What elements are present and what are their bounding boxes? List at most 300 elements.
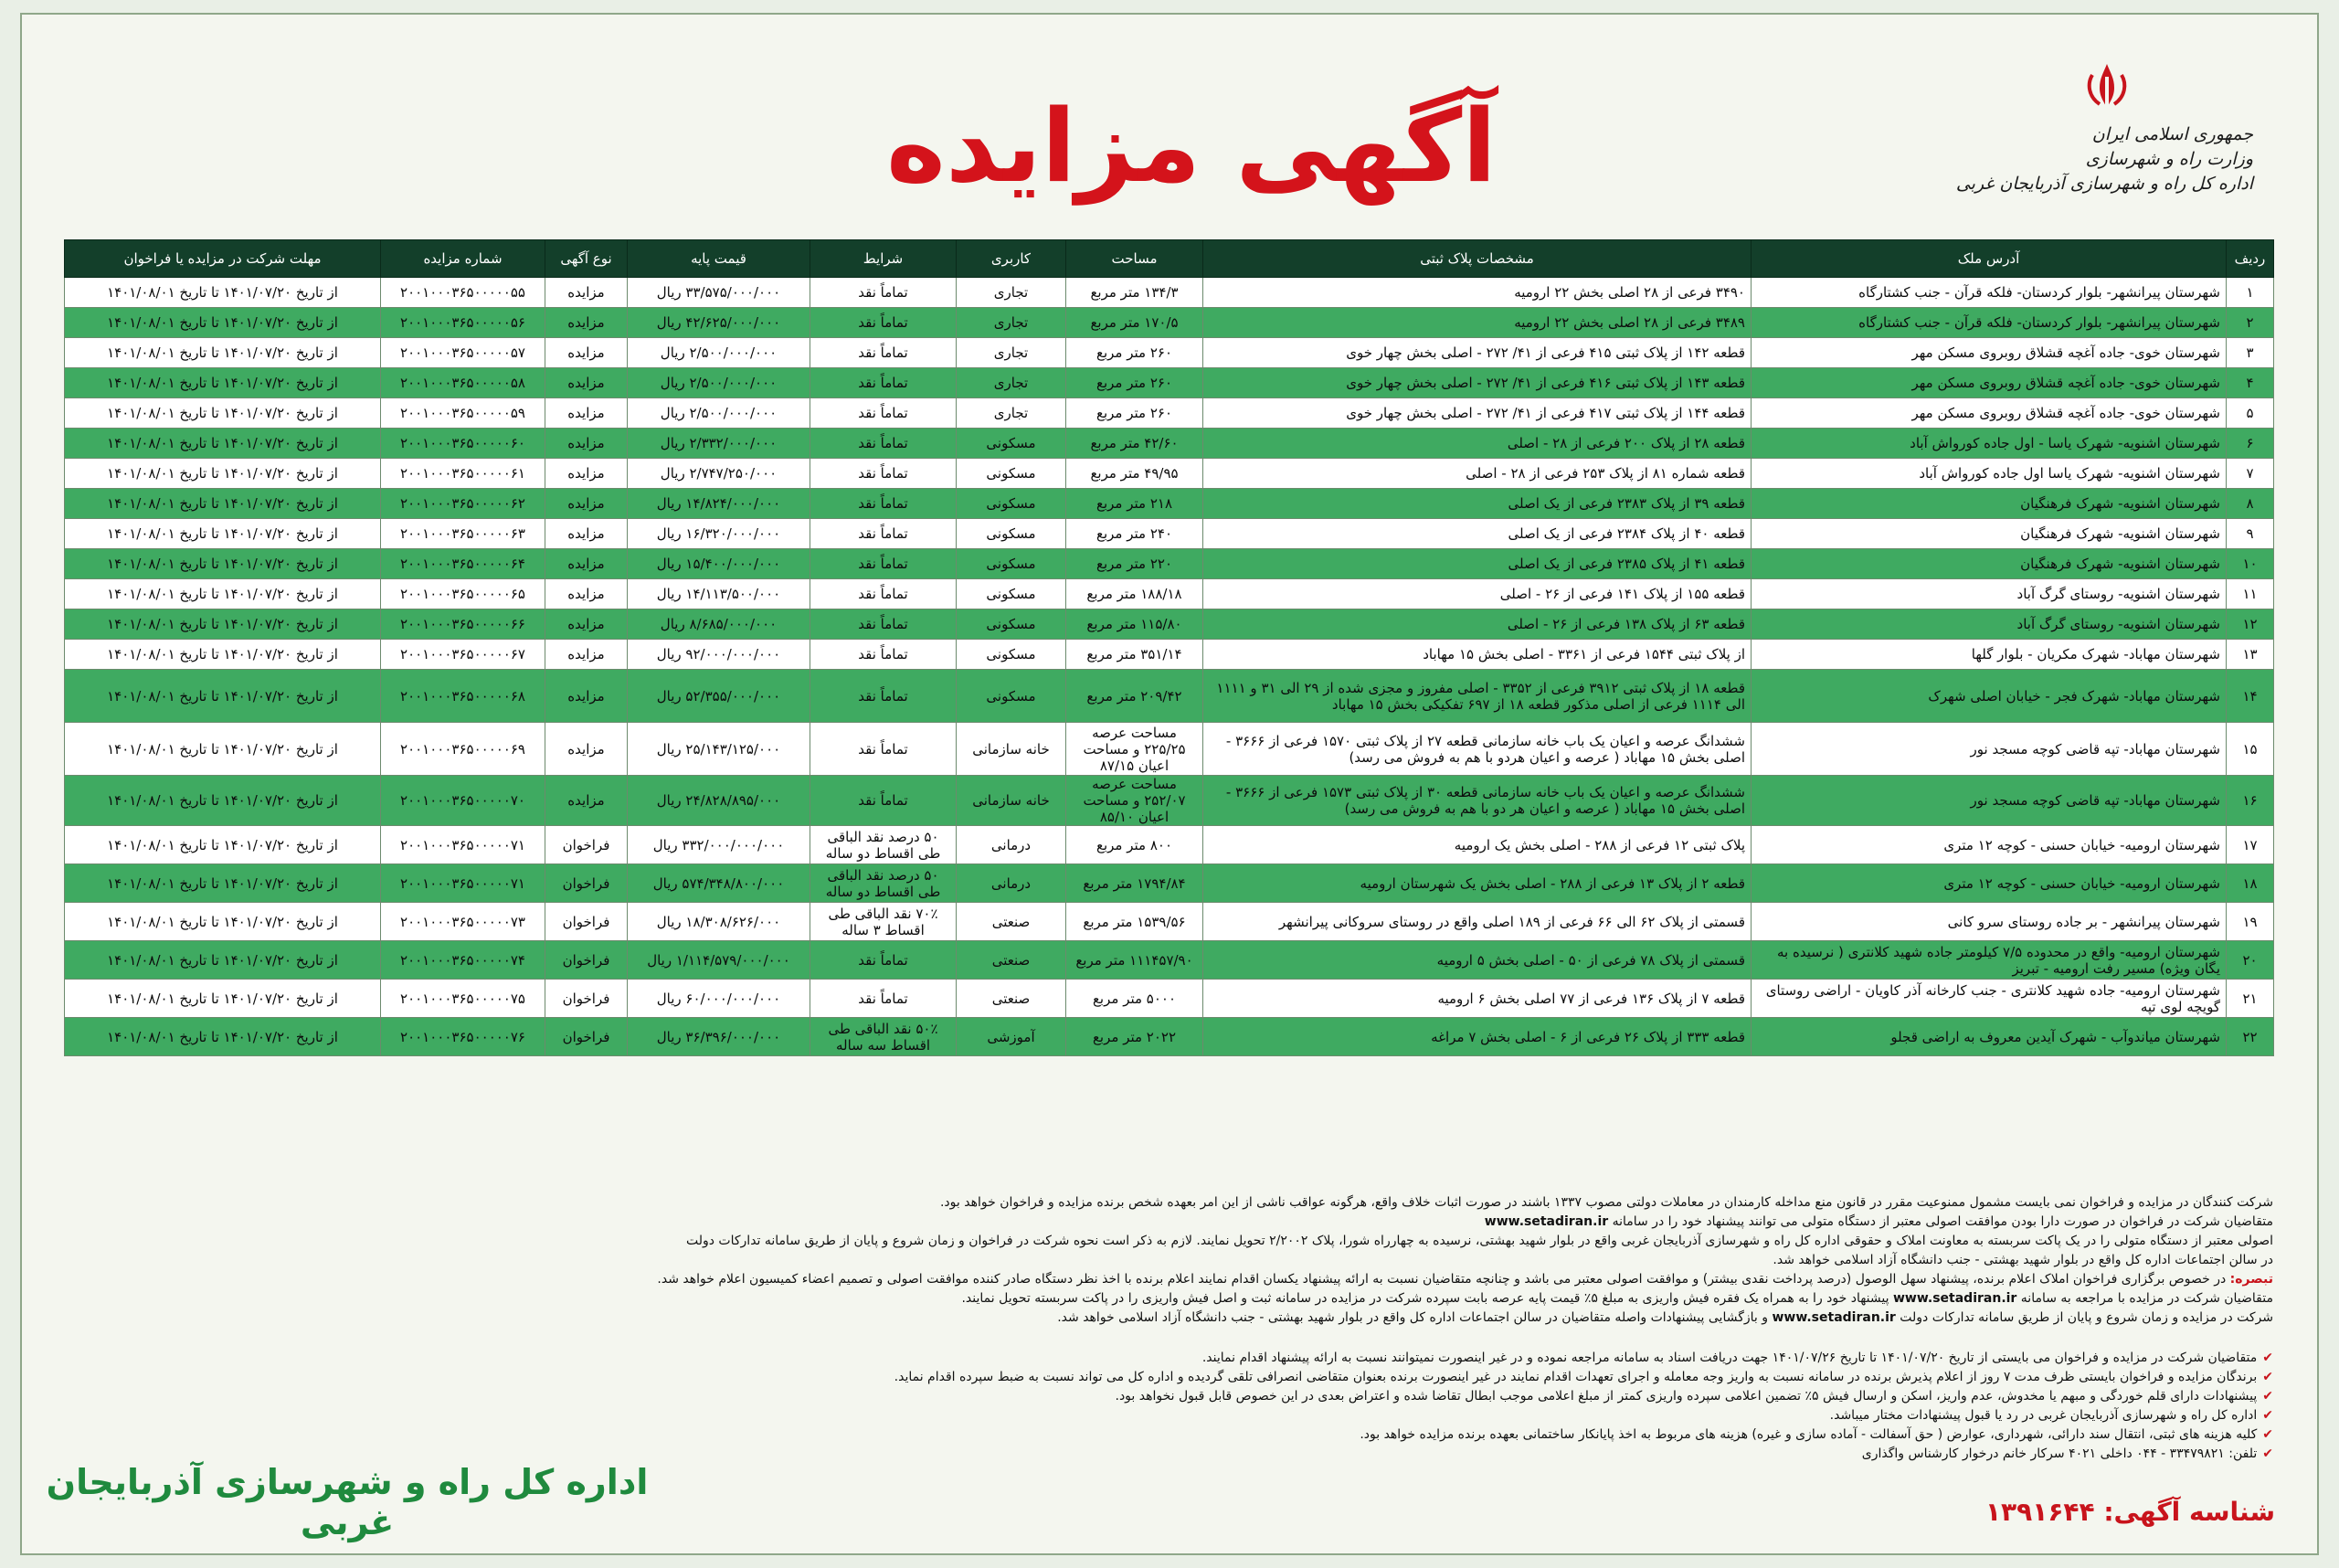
cell-use: تجاری bbox=[957, 368, 1066, 398]
check-icon: ✔ bbox=[2262, 1446, 2273, 1461]
check-icon: ✔ bbox=[2262, 1370, 2273, 1384]
table-header-row bbox=[65, 240, 2274, 278]
cell-no: ۲۰۰۱۰۰۰۳۶۵۰۰۰۰۰۶۲ bbox=[381, 489, 545, 519]
cell-addr: شهرستان اشنویه- شهرک یاسا اول جاده کورواش آباد bbox=[1752, 459, 2227, 489]
table-row bbox=[65, 723, 2274, 776]
cell-no: ۲۰۰۱۰۰۰۳۶۵۰۰۰۰۰۷۶ bbox=[381, 1018, 545, 1056]
cell-n: ۶ bbox=[2227, 429, 2274, 459]
cell-price: ۳۳۲/۰۰۰/۰۰۰/۰۰۰ ریال bbox=[628, 826, 810, 864]
cell-deadline: از تاریخ ۱۴۰۱/۰۷/۲۰ تا تاریخ ۱۴۰۱/۰۸/۰۱ bbox=[65, 278, 381, 308]
note-p3: اصولی معتبر از دستگاه متولی را در یک پاکت سربسته به معاونت املاک و حقوقی اداره کل راه و شهرسازی آذربایجان غربی واقع در بلوار شهید بهشتی، نرسیده به چهارراه شورا، پلاک ۲/۲۰۰۲ تحویل نمایند. لازم به ذکر است نحوه شرکت در فراخوان و زمان شروع و پایان از طریق سامانه تدارکات دولت bbox=[685, 1234, 2273, 1248]
cell-use: خانه سازمانی bbox=[957, 776, 1066, 826]
cell-cond: تماماً نقد bbox=[810, 609, 957, 640]
bullet-text: کلیه هزینه های ثبتی، انتقال سند دارائی، شهرداری، عوارض ( حق آسفالت - آماده سازی و غیره) هزینه های مربوط به اخذ پایانکار ساختمانی بعهده برنده مزایده خواهد بود. bbox=[1360, 1427, 2258, 1442]
cell-type: مزایده bbox=[545, 429, 628, 459]
cell-plak: قطعه ۳۹ از پلاک ۲۳۸۳ فرعی از یک اصلی bbox=[1203, 489, 1752, 519]
cell-cond: تماماً نقد bbox=[810, 549, 957, 579]
department-label: اداره کل راه و شهرسازی آذربایجان غربی bbox=[1955, 174, 2253, 194]
cell-no: ۲۰۰۱۰۰۰۳۶۵۰۰۰۰۰۶۹ bbox=[381, 723, 545, 776]
cell-price: ۲/۵۰۰/۰۰۰/۰۰۰ ریال bbox=[628, 368, 810, 398]
note-p1: شرکت کنندگان در مزایده و فراخوان نمی بایست مشمول ممنوعیت مقرر در قانون منع مداخله کارمندان در معاملات دولتی مصوب ۱۳۳۷ باشند در صورت اثبات خلاف واقع، هرگونه عواقب ناشی از این امر بعهده شخص برنده مزایده و فراخوان خواهد بود. bbox=[939, 1195, 2273, 1210]
cell-n: ۸ bbox=[2227, 489, 2274, 519]
cell-n: ۱۱ bbox=[2227, 579, 2274, 609]
cell-cond: تماماً نقد bbox=[810, 338, 957, 368]
cell-use: تجاری bbox=[957, 398, 1066, 429]
cell-price: ۱۶/۳۲۰/۰۰۰/۰۰۰ ریال bbox=[628, 519, 810, 549]
table-row bbox=[65, 864, 2274, 903]
ministry-label: وزارت راه و شهرسازی bbox=[2085, 149, 2253, 169]
cell-price: ۲۵/۱۴۳/۱۲۵/۰۰۰ ریال bbox=[628, 723, 810, 776]
footer-organization: اداره کل راه و شهرسازی آذربایجان غربی bbox=[46, 1462, 649, 1542]
cell-n: ۹ bbox=[2227, 519, 2274, 549]
cell-plak: ۳۴۹۰ فرعی از ۲۸ اصلی بخش ۲۲ ارومیه bbox=[1203, 278, 1752, 308]
cell-type: مزایده bbox=[545, 549, 628, 579]
cell-addr: شهرستان ارومیه- خیابان حسنی - کوچه ۱۲ متری bbox=[1752, 864, 2227, 903]
cell-price: ۸/۶۸۵/۰۰۰/۰۰۰ ریال bbox=[628, 609, 810, 640]
cell-plak: ششدانگ عرصه و اعیان یک باب خانه سازمانی قطعه ۲۷ از پلاک ثبتی ۱۵۷۰ فرعی از ۳۶۶۶ - اصلی بخش ۱۵ مهاباد ( عرصه و اعیان هردو با هم به فروش می رسد) bbox=[1203, 723, 1752, 776]
table-row bbox=[65, 609, 2274, 640]
cell-plak: قطعه ۲۸ از پلاک ۲۰۰ فرعی از ۲۸ - اصلی bbox=[1203, 429, 1752, 459]
cell-deadline: از تاریخ ۱۴۰۱/۰۷/۲۰ تا تاریخ ۱۴۰۱/۰۸/۰۱ bbox=[65, 398, 381, 429]
column-header: شماره مزایده bbox=[381, 240, 545, 278]
cell-cond: تماماً نقد bbox=[810, 941, 957, 980]
cell-area: ۱۵۳۹/۵۶ متر مربع bbox=[1066, 903, 1203, 941]
cell-price: ۲/۳۳۲/۰۰۰/۰۰۰ ریال bbox=[628, 429, 810, 459]
cell-price: ۲/۵۰۰/۰۰۰/۰۰۰ ریال bbox=[628, 398, 810, 429]
check-icon: ✔ bbox=[2262, 1389, 2273, 1404]
cell-area: ۱۷۹۴/۸۴ متر مربع bbox=[1066, 864, 1203, 903]
note-p7: پیشنهاد خود را به همراه یک فقره فیش واریزی به مبلغ ۵٪ قیمت پایه عرصه بابت سپرده شرکت در مزایده در سامانه ثبت و اصل فیش واریزی را در پاکت سربسته تحویل نمایند. bbox=[961, 1291, 1889, 1306]
cell-deadline: از تاریخ ۱۴۰۱/۰۷/۲۰ تا تاریخ ۱۴۰۱/۰۸/۰۱ bbox=[65, 519, 381, 549]
cell-deadline: از تاریخ ۱۴۰۱/۰۷/۲۰ تا تاریخ ۱۴۰۱/۰۸/۰۱ bbox=[65, 670, 381, 723]
cell-cond: تماماً نقد bbox=[810, 278, 957, 308]
check-icon: ✔ bbox=[2262, 1408, 2273, 1423]
cell-plak: از پلاک ثبتی ۱۵۴۴ فرعی از ۳۳۶۱ - اصلی بخش ۱۵ مهاباد bbox=[1203, 640, 1752, 670]
cell-type: فراخوان bbox=[545, 903, 628, 941]
cell-n: ۲ bbox=[2227, 308, 2274, 338]
cell-area: ۸۰۰ متر مربع bbox=[1066, 826, 1203, 864]
cell-n: ۱۴ bbox=[2227, 670, 2274, 723]
table-row bbox=[65, 429, 2274, 459]
ad-id bbox=[1985, 1497, 2275, 1527]
setadiran-link-3[interactable]: www.setadiran.ir bbox=[1772, 1310, 1896, 1325]
cell-addr: شهرستان پیرانشهر - بر جاده روستای سرو کانی bbox=[1752, 903, 2227, 941]
cell-no: ۲۰۰۱۰۰۰۳۶۵۰۰۰۰۰۷۱ bbox=[381, 826, 545, 864]
cell-type: مزایده bbox=[545, 640, 628, 670]
cell-area: ۱۸۸/۱۸ متر مربع bbox=[1066, 579, 1203, 609]
cell-addr: شهرستان پیرانشهر- بلوار کردستان- فلکه قرآن - جنب کشتارگاه bbox=[1752, 308, 2227, 338]
cell-plak: قطعه ۱۴۲ از پلاک ثبتی ۴۱۵ فرعی از ۴۱/ ۲۷۲ - اصلی بخش چهار خوی bbox=[1203, 338, 1752, 368]
cell-type: فراخوان bbox=[545, 826, 628, 864]
cell-price: ۴۲/۶۲۵/۰۰۰/۰۰۰ ریال bbox=[628, 308, 810, 338]
cell-addr: شهرستان ارومیه- واقع در محدوده ۷/۵ کیلومتر جاده شهید کلانتری ( نرسیده به یگان ویژه) مسیر رفت ارومیه - تبریز bbox=[1752, 941, 2227, 980]
cell-plak: قطعه ۷ از پلاک ۱۳۶ فرعی از ۷۷ اصلی بخش ۶ ارومیه bbox=[1203, 980, 1752, 1018]
cell-type: مزایده bbox=[545, 776, 628, 826]
cell-area: ۲۶۰ متر مربع bbox=[1066, 338, 1203, 368]
table-row bbox=[65, 519, 2274, 549]
cell-addr: شهرستان خوی- جاده آغچه قشلاق روبروی مسکن مهر bbox=[1752, 398, 2227, 429]
cell-use: مسکونی bbox=[957, 579, 1066, 609]
table-row bbox=[65, 338, 2274, 368]
iran-emblem-icon bbox=[2080, 60, 2134, 115]
cell-cond: تماماً نقد bbox=[810, 368, 957, 398]
cell-type: فراخوان bbox=[545, 864, 628, 903]
ad-id-value: ۱۳۹۱۶۴۴ bbox=[1984, 1497, 2095, 1527]
cell-use: مسکونی bbox=[957, 670, 1066, 723]
cell-use: صنعتی bbox=[957, 903, 1066, 941]
cell-no: ۲۰۰۱۰۰۰۳۶۵۰۰۰۰۰۶۶ bbox=[381, 609, 545, 640]
cell-addr: شهرستان پیرانشهر- بلوار کردستان- فلکه قرآن - جنب کشتارگاه bbox=[1752, 278, 2227, 308]
note-p8-line bbox=[64, 1308, 2273, 1328]
cell-addr: شهرستان مهاباد- تپه قاضی کوچه مسجد نور bbox=[1752, 723, 2227, 776]
cell-type: مزایده bbox=[545, 338, 628, 368]
cell-no: ۲۰۰۱۰۰۰۳۶۵۰۰۰۰۰۵۵ bbox=[381, 278, 545, 308]
cell-deadline: از تاریخ ۱۴۰۱/۰۷/۲۰ تا تاریخ ۱۴۰۱/۰۸/۰۱ bbox=[65, 429, 381, 459]
note-p2-line bbox=[64, 1213, 2273, 1232]
cell-type: مزایده bbox=[545, 308, 628, 338]
column-header: شرایط bbox=[810, 240, 957, 278]
bullet-item bbox=[1215, 1445, 2273, 1464]
cell-price: ۱۸/۳۰۸/۶۲۶/۰۰۰ ریال bbox=[628, 903, 810, 941]
cell-cond: تماماً نقد bbox=[810, 459, 957, 489]
bullet-item bbox=[1215, 1425, 2273, 1445]
bullet-item bbox=[1201, 1349, 2273, 1368]
bullet-text: پیشنهادات دارای قلم خوردگی و مبهم یا مخدوش، عدم واریز، اسکن و ارسال فیش ۵٪ تضمین اعلامی سپرده واریزی کمتر از مبلغ اعلامی موجب ابطال تقاضا شده و اعتراض بعدی در این خصوص قابل قبول نخواهد بود. bbox=[1115, 1389, 2258, 1404]
ad-id-label: شناسه آگهی: bbox=[2103, 1497, 2275, 1527]
cell-addr: شهرستان ارومیه- خیابان حسنی - کوچه ۱۲ متری bbox=[1752, 826, 2227, 864]
cell-cond: تماماً نقد bbox=[810, 640, 957, 670]
cell-cond: تماماً نقد bbox=[810, 723, 957, 776]
cell-deadline: از تاریخ ۱۴۰۱/۰۷/۲۰ تا تاریخ ۱۴۰۱/۰۸/۰۱ bbox=[65, 980, 381, 1018]
cell-no: ۲۰۰۱۰۰۰۳۶۵۰۰۰۰۰۵۸ bbox=[381, 368, 545, 398]
cell-addr: شهرستان اشنویه- روستای گرگ آباد bbox=[1752, 579, 2227, 609]
cell-use: مسکونی bbox=[957, 489, 1066, 519]
cell-n: ۱۲ bbox=[2227, 609, 2274, 640]
cell-plak: قطعه ۱۴۳ از پلاک ثبتی ۴۱۶ فرعی از ۴۱/ ۲۷۲ - اصلی بخش چهار خوی bbox=[1203, 368, 1752, 398]
cell-plak: قطعه شماره ۸۱ از پلاک ۲۵۳ فرعی از ۲۸ - اصلی bbox=[1203, 459, 1752, 489]
cell-n: ۷ bbox=[2227, 459, 2274, 489]
cell-cond: تماماً نقد bbox=[810, 489, 957, 519]
cell-area: ۲۶۰ متر مربع bbox=[1066, 368, 1203, 398]
cell-use: صنعتی bbox=[957, 941, 1066, 980]
cell-n: ۵ bbox=[2227, 398, 2274, 429]
bullet-text: تلفن: ۳۳۴۷۹۸۲۱ - ۰۴۴ داخلی ۴۰۲۱ سرکار خانم درخوار کارشناس واگذاری bbox=[1861, 1446, 2258, 1461]
column-header: آدرس ملک bbox=[1752, 240, 2227, 278]
cell-type: فراخوان bbox=[545, 1018, 628, 1056]
cell-addr: شهرستان مهاباد- تپه قاضی کوچه مسجد نور bbox=[1752, 776, 2227, 826]
cell-plak: قطعه ۱۵۵ از پلاک ۱۴۱ فرعی از ۲۶ - اصلی bbox=[1203, 579, 1752, 609]
cell-plak: ۳۴۸۹ فرعی از ۲۸ اصلی بخش ۲۲ ارومیه bbox=[1203, 308, 1752, 338]
cell-use: خانه سازمانی bbox=[957, 723, 1066, 776]
cell-plak: قطعه ۱۸ از پلاک ثبتی ۳۹۱۲ فرعی از ۳۳۵۲ - اصلی مفروز و مجزی شده از ۲۹ الی ۳۱ و ۱۱۱۱ الی ۱۱۱۴ فرعی از اصلی مذکور قطعه ۱۸ از ۶۹۷ تفکیکی بخش ۱۵ مهاباد bbox=[1203, 670, 1752, 723]
cell-no: ۲۰۰۱۰۰۰۳۶۵۰۰۰۰۰۶۵ bbox=[381, 579, 545, 609]
cell-deadline: از تاریخ ۱۴۰۱/۰۷/۲۰ تا تاریخ ۱۴۰۱/۰۸/۰۱ bbox=[65, 579, 381, 609]
cell-cond: تماماً نقد bbox=[810, 980, 957, 1018]
cell-deadline: از تاریخ ۱۴۰۱/۰۷/۲۰ تا تاریخ ۱۴۰۱/۰۸/۰۱ bbox=[65, 368, 381, 398]
cell-type: فراخوان bbox=[545, 980, 628, 1018]
note-p5: در خصوص برگزاری فراخوان املاک اعلام برنده، پیشنهاد سهل الوصول (درصد پرداخت نقدی بیشتر) و موافقت اصولی معتبر می باشد و چنانچه متقاضیان نسبت به ارائه پیشنهاد یکسان اقدام نمایند اعلام برنده با اخذ نظر دستگاه صادر کننده موافقت اصولی و تصمیم اعضاء کمیسیون اعلام خواهد شد. bbox=[657, 1272, 2227, 1287]
table-row bbox=[65, 368, 2274, 398]
table-row bbox=[65, 1018, 2274, 1056]
cell-no: ۲۰۰۱۰۰۰۳۶۵۰۰۰۰۰۷۱ bbox=[381, 864, 545, 903]
bullet-text: اداره کل راه و شهرسازی آذربایجان غربی در رد یا قبول پیشنهادات مختار میباشد. bbox=[1829, 1408, 2258, 1423]
cell-cond: ۷۰٪ نقد الباقی طی اقساط ۳ ساله bbox=[810, 903, 957, 941]
cell-cond: تماماً نقد bbox=[810, 670, 957, 723]
cell-deadline: از تاریخ ۱۴۰۱/۰۷/۲۰ تا تاریخ ۱۴۰۱/۰۸/۰۱ bbox=[65, 903, 381, 941]
cell-n: ۱۹ bbox=[2227, 903, 2274, 941]
cell-type: مزایده bbox=[545, 609, 628, 640]
cell-n: ۱۸ bbox=[2227, 864, 2274, 903]
cell-addr: شهرستان اشنویه- شهرک فرهنگیان bbox=[1752, 549, 2227, 579]
cell-n: ۲۰ bbox=[2227, 941, 2274, 980]
cell-deadline: از تاریخ ۱۴۰۱/۰۷/۲۰ تا تاریخ ۱۴۰۱/۰۸/۰۱ bbox=[65, 723, 381, 776]
cell-addr: شهرستان خوی- جاده آغچه قشلاق روبروی مسکن مهر bbox=[1752, 368, 2227, 398]
cell-use: مسکونی bbox=[957, 429, 1066, 459]
column-header: نوع آگهی bbox=[545, 240, 628, 278]
cell-type: مزایده bbox=[545, 459, 628, 489]
cell-area: ۱۱۵/۸۰ متر مربع bbox=[1066, 609, 1203, 640]
cell-type: مزایده bbox=[545, 519, 628, 549]
cell-no: ۲۰۰۱۰۰۰۳۶۵۰۰۰۰۰۵۹ bbox=[381, 398, 545, 429]
cell-plak: قطعه ۶۳ از پلاک ۱۳۸ فرعی از ۲۶ - اصلی bbox=[1203, 609, 1752, 640]
check-icon: ✔ bbox=[2262, 1427, 2273, 1442]
cell-area: ۲۶۰ متر مربع bbox=[1066, 398, 1203, 429]
cell-price: ۵۲/۳۵۵/۰۰۰/۰۰۰ ریال bbox=[628, 670, 810, 723]
column-header: ردیف bbox=[2227, 240, 2274, 278]
cell-deadline: از تاریخ ۱۴۰۱/۰۷/۲۰ تا تاریخ ۱۴۰۱/۰۸/۰۱ bbox=[65, 826, 381, 864]
cell-area: ۴۲/۶۰ متر مربع bbox=[1066, 429, 1203, 459]
cell-addr: شهرستان اشنویه- شهرک فرهنگیان bbox=[1752, 519, 2227, 549]
note-p6-line bbox=[64, 1289, 2273, 1308]
cell-use: تجاری bbox=[957, 338, 1066, 368]
cell-addr: شهرستان خوی- جاده آغچه قشلاق روبروی مسکن مهر bbox=[1752, 338, 2227, 368]
cell-n: ۲۲ bbox=[2227, 1018, 2274, 1056]
cell-no: ۲۰۰۱۰۰۰۳۶۵۰۰۰۰۰۷۰ bbox=[381, 776, 545, 826]
cell-cond: تماماً نقد bbox=[810, 519, 957, 549]
cell-deadline: از تاریخ ۱۴۰۱/۰۷/۲۰ تا تاریخ ۱۴۰۱/۰۸/۰۱ bbox=[65, 776, 381, 826]
note-p8: شرکت در مزایده و زمان شروع و پایان از طریق سامانه تدارکات دولت bbox=[1900, 1310, 2273, 1325]
bullet-text: متقاضیان شرکت در مزایده و فراخوان می بایستی از تاریخ ۱۴۰۱/۰۷/۲۰ تا تاریخ ۱۴۰۱/۰۷/۲۶ جهت دریافت اسناد به سامانه مراجعه نموده و در غیر اینصورت نمیتوانند نسبت به ارائه پیشنهاد اقدام نمایند. bbox=[1201, 1351, 2258, 1365]
cell-deadline: از تاریخ ۱۴۰۱/۰۷/۲۰ تا تاریخ ۱۴۰۱/۰۸/۰۱ bbox=[65, 864, 381, 903]
cell-no: ۲۰۰۱۰۰۰۳۶۵۰۰۰۰۰۵۷ bbox=[381, 338, 545, 368]
tabsareh-label: تبصره: bbox=[2229, 1272, 2273, 1287]
check-icon: ✔ bbox=[2262, 1351, 2273, 1365]
cell-addr: شهرستان اشنویه- شهرک یاسا - اول جاده کورواش آباد bbox=[1752, 429, 2227, 459]
cell-area: ۱۱۱۴۵۷/۹۰ متر مربع bbox=[1066, 941, 1203, 980]
cell-plak: قطعه ۳۳۳ از پلاک ۲۶ فرعی از ۶ - اصلی بخش ۷ مراغه bbox=[1203, 1018, 1752, 1056]
cell-area: ۴۹/۹۵ متر مربع bbox=[1066, 459, 1203, 489]
cell-no: ۲۰۰۱۰۰۰۳۶۵۰۰۰۰۰۶۷ bbox=[381, 640, 545, 670]
cell-no: ۲۰۰۱۰۰۰۳۶۵۰۰۰۰۰۶۰ bbox=[381, 429, 545, 459]
cell-area: ۲۲۰ متر مربع bbox=[1066, 549, 1203, 579]
cell-addr: شهرستان اشنویه- روستای گرگ آباد bbox=[1752, 609, 2227, 640]
table-row bbox=[65, 459, 2274, 489]
cell-deadline: از تاریخ ۱۴۰۱/۰۷/۲۰ تا تاریخ ۱۴۰۱/۰۸/۰۱ bbox=[65, 609, 381, 640]
cell-n: ۲۱ bbox=[2227, 980, 2274, 1018]
cell-plak: قطعه ۴۱ از پلاک ۲۳۸۵ فرعی از یک اصلی bbox=[1203, 549, 1752, 579]
cell-use: مسکونی bbox=[957, 519, 1066, 549]
cell-use: صنعتی bbox=[957, 980, 1066, 1018]
column-header: مساحت bbox=[1066, 240, 1203, 278]
cell-use: درمانی bbox=[957, 864, 1066, 903]
cell-plak: قطعه ۱۴۴ از پلاک ثبتی ۴۱۷ فرعی از ۴۱/ ۲۷۲ - اصلی بخش چهار خوی bbox=[1203, 398, 1752, 429]
cell-cond: تماماً نقد bbox=[810, 776, 957, 826]
cell-cond: ۵۰ درصد نقد الباقی طی اقساط دو ساله bbox=[810, 864, 957, 903]
table-row bbox=[65, 308, 2274, 338]
table-row bbox=[65, 640, 2274, 670]
column-header: مهلت شرکت در مزایده یا فراخوان bbox=[65, 240, 381, 278]
cell-plak: پلاک ثبتی ۱۲ فرعی از ۲۸۸ - اصلی بخش یک ارومیه bbox=[1203, 826, 1752, 864]
cell-n: ۳ bbox=[2227, 338, 2274, 368]
cell-plak: قسمتی از پلاک ۷۸ فرعی از ۵۰ - اصلی بخش ۵ ارومیه bbox=[1203, 941, 1752, 980]
cell-area: ۱۷۰/۵ متر مربع bbox=[1066, 308, 1203, 338]
column-header: مشخصات پلاک ثبتی bbox=[1203, 240, 1752, 278]
cell-no: ۲۰۰۱۰۰۰۳۶۵۰۰۰۰۰۶۱ bbox=[381, 459, 545, 489]
table-row bbox=[65, 776, 2274, 826]
cell-plak: قسمتی از پلاک ۶۲ الی ۶۶ فرعی از ۱۸۹ اصلی واقع در روستای سروکانی پیرانشهر bbox=[1203, 903, 1752, 941]
bullet-item bbox=[1215, 1406, 2273, 1425]
cell-price: ۱۵/۴۰۰/۰۰۰/۰۰۰ ریال bbox=[628, 549, 810, 579]
bullet-item bbox=[894, 1368, 2273, 1387]
bullet-item bbox=[1115, 1387, 2273, 1406]
cell-price: ۱۴/۱۱۳/۵۰۰/۰۰۰ ریال bbox=[628, 579, 810, 609]
note-p9: و بازگشایی پیشنهادات واصله متقاضیان در سالن اجتماعات اداره کل واقع در بلوار شهید بهشتی - جنب دانشگاه آزاد اسلامی خواهد شد. bbox=[1057, 1310, 1768, 1325]
cell-deadline: از تاریخ ۱۴۰۱/۰۷/۲۰ تا تاریخ ۱۴۰۱/۰۸/۰۱ bbox=[65, 941, 381, 980]
cell-no: ۲۰۰۱۰۰۰۳۶۵۰۰۰۰۰۶۸ bbox=[381, 670, 545, 723]
cell-cond: ۵۰ درصد نقد الباقی طی اقساط دو ساله bbox=[810, 826, 957, 864]
cell-no: ۲۰۰۱۰۰۰۳۶۵۰۰۰۰۰۶۳ bbox=[381, 519, 545, 549]
notes-block bbox=[64, 1193, 2273, 1328]
cell-n: ۱۷ bbox=[2227, 826, 2274, 864]
cell-price: ۲/۵۰۰/۰۰۰/۰۰۰ ریال bbox=[628, 338, 810, 368]
note-p5-line bbox=[64, 1270, 2273, 1289]
setadiran-link[interactable]: www.setadiran.ir bbox=[1484, 1214, 1609, 1229]
cell-n: ۴ bbox=[2227, 368, 2274, 398]
cell-deadline: از تاریخ ۱۴۰۱/۰۷/۲۰ تا تاریخ ۱۴۰۱/۰۸/۰۱ bbox=[65, 640, 381, 670]
cell-price: ۹۲/۰۰۰/۰۰۰/۰۰۰ ریال bbox=[628, 640, 810, 670]
cell-use: آموزشی bbox=[957, 1018, 1066, 1056]
cell-no: ۲۰۰۱۰۰۰۳۶۵۰۰۰۰۰۷۳ bbox=[381, 903, 545, 941]
cell-use: مسکونی bbox=[957, 459, 1066, 489]
republic-label: جمهوری اسلامی ایران bbox=[2091, 124, 2253, 144]
cell-price: ۶۰/۰۰۰/۰۰۰/۰۰۰ ریال bbox=[628, 980, 810, 1018]
cell-type: مزایده bbox=[545, 398, 628, 429]
cell-area: ۵۰۰۰ متر مربع bbox=[1066, 980, 1203, 1018]
cell-area: ۲۰۹/۴۲ متر مربع bbox=[1066, 670, 1203, 723]
cell-type: مزایده bbox=[545, 670, 628, 723]
table-row bbox=[65, 903, 2274, 941]
table-row bbox=[65, 980, 2274, 1018]
cell-n: ۱۰ bbox=[2227, 549, 2274, 579]
table-row bbox=[65, 826, 2274, 864]
cell-price: ۱۴/۸۲۴/۰۰۰/۰۰۰ ریال bbox=[628, 489, 810, 519]
cell-plak: قطعه ۲ از پلاک ۱۳ فرعی از ۲۸۸ - اصلی بخش یک شهرستان ارومیه bbox=[1203, 864, 1752, 903]
note-p6: متقاضیان شرکت در مزایده با مراجعه به سامانه bbox=[2020, 1291, 2273, 1306]
cell-cond: ۵۰٪ نقد الباقی طی اقساط سه ساله bbox=[810, 1018, 957, 1056]
bullet-list bbox=[894, 1349, 2273, 1464]
cell-addr: شهرستان اشنویه- شهرک فرهنگیان bbox=[1752, 489, 2227, 519]
page-title: آگهی مزایده bbox=[886, 88, 1497, 205]
cell-price: ۳۳/۵۷۵/۰۰۰/۰۰۰ ریال bbox=[628, 278, 810, 308]
cell-use: درمانی bbox=[957, 826, 1066, 864]
cell-price: ۲۴/۸۲۸/۸۹۵/۰۰۰ ریال bbox=[628, 776, 810, 826]
table-row bbox=[65, 489, 2274, 519]
ministry-block bbox=[1924, 122, 2253, 196]
cell-type: مزایده bbox=[545, 368, 628, 398]
table-row bbox=[65, 670, 2274, 723]
cell-deadline: از تاریخ ۱۴۰۱/۰۷/۲۰ تا تاریخ ۱۴۰۱/۰۸/۰۱ bbox=[65, 549, 381, 579]
cell-use: تجاری bbox=[957, 308, 1066, 338]
cell-no: ۲۰۰۱۰۰۰۳۶۵۰۰۰۰۰۶۴ bbox=[381, 549, 545, 579]
cell-plak: ششدانگ عرصه و اعیان یک باب خانه سازمانی قطعه ۳۰ از پلاک ثبتی ۱۵۷۳ فرعی از ۳۶۶۶ - اصلی بخش ۱۵ مهاباد ( عرصه و اعیان هر دو با هم به فروش می رسد) bbox=[1203, 776, 1752, 826]
cell-cond: تماماً نقد bbox=[810, 579, 957, 609]
cell-area: ۲۴۰ متر مربع bbox=[1066, 519, 1203, 549]
column-header: قیمت پایه bbox=[628, 240, 810, 278]
bullet-text: برندگان مزایده و فراخوان بایستی ظرف مدت ۷ روز از اعلام پذیرش برنده در سامانه نسبت به واریز وجه معامله و اجرای تعهدات اقدام نمایند در غیر اینصورت برنده بعنوان متقاضی انصرافی تلقی گردیده و اداره کل می تواند نسبت به ضبط سپرده اقدام نماید. bbox=[894, 1370, 2258, 1384]
cell-deadline: از تاریخ ۱۴۰۱/۰۷/۲۰ تا تاریخ ۱۴۰۱/۰۸/۰۱ bbox=[65, 338, 381, 368]
cell-cond: تماماً نقد bbox=[810, 308, 957, 338]
cell-deadline: از تاریخ ۱۴۰۱/۰۷/۲۰ تا تاریخ ۱۴۰۱/۰۸/۰۱ bbox=[65, 308, 381, 338]
cell-use: مسکونی bbox=[957, 549, 1066, 579]
note-p4: در سالن اجتماعات اداره کل واقع در بلوار شهید بهشتی - جنب دانشگاه آزاد اسلامی خواهد شد. bbox=[1773, 1253, 2273, 1267]
cell-cond: تماماً نقد bbox=[810, 398, 957, 429]
cell-no: ۲۰۰۱۰۰۰۳۶۵۰۰۰۰۰۷۵ bbox=[381, 980, 545, 1018]
cell-deadline: از تاریخ ۱۴۰۱/۰۷/۲۰ تا تاریخ ۱۴۰۱/۰۸/۰۱ bbox=[65, 459, 381, 489]
cell-area: ۲۰۲۲ متر مربع bbox=[1066, 1018, 1203, 1056]
cell-deadline: از تاریخ ۱۴۰۱/۰۷/۲۰ تا تاریخ ۱۴۰۱/۰۸/۰۱ bbox=[65, 489, 381, 519]
table-row bbox=[65, 579, 2274, 609]
column-header: کاربری bbox=[957, 240, 1066, 278]
cell-plak: قطعه ۴۰ از پلاک ۲۳۸۴ فرعی از یک اصلی bbox=[1203, 519, 1752, 549]
cell-cond: تماماً نقد bbox=[810, 429, 957, 459]
cell-price: ۲/۷۴۷/۲۵۰/۰۰۰ ریال bbox=[628, 459, 810, 489]
cell-type: مزایده bbox=[545, 278, 628, 308]
cell-no: ۲۰۰۱۰۰۰۳۶۵۰۰۰۰۰۷۴ bbox=[381, 941, 545, 980]
cell-type: مزایده bbox=[545, 723, 628, 776]
cell-use: تجاری bbox=[957, 278, 1066, 308]
cell-addr: شهرستان میاندوآب - شهرک آیدین معروف به اراضی قجلو bbox=[1752, 1018, 2227, 1056]
cell-area: مساحت عرصه ۲۵۲/۰۷ و مساحت اعیان ۸۵/۱۰ bbox=[1066, 776, 1203, 826]
table-row bbox=[65, 278, 2274, 308]
cell-n: ۱۵ bbox=[2227, 723, 2274, 776]
cell-area: ۱۳۴/۳ متر مربع bbox=[1066, 278, 1203, 308]
cell-area: ۳۵۱/۱۴ متر مربع bbox=[1066, 640, 1203, 670]
table-body bbox=[65, 278, 2274, 1056]
note-p2: متقاضیان شرکت در فراخوان در صورت دارا بودن موافقت اصولی معتبر از دستگاه متولی می توانند پیشنهاد خود را در سامانه bbox=[1612, 1214, 2273, 1229]
cell-use: مسکونی bbox=[957, 640, 1066, 670]
setadiran-link-2[interactable]: www.setadiran.ir bbox=[1892, 1291, 2017, 1306]
cell-type: مزایده bbox=[545, 579, 628, 609]
cell-n: ۱ bbox=[2227, 278, 2274, 308]
cell-addr: شهرستان مهاباد- شهرک فجر - خیابان اصلی شهرک bbox=[1752, 670, 2227, 723]
cell-price: ۵۷۴/۳۴۸/۸۰۰/۰۰۰ ریال bbox=[628, 864, 810, 903]
cell-deadline: از تاریخ ۱۴۰۱/۰۷/۲۰ تا تاریخ ۱۴۰۱/۰۸/۰۱ bbox=[65, 1018, 381, 1056]
cell-type: فراخوان bbox=[545, 941, 628, 980]
cell-addr: شهرستان مهاباد- شهرک مکریان - بلوار گلها bbox=[1752, 640, 2227, 670]
cell-price: ۱/۱۱۴/۵۷۹/۰۰۰/۰۰۰ ریال bbox=[628, 941, 810, 980]
cell-n: ۱۶ bbox=[2227, 776, 2274, 826]
cell-area: ۲۱۸ متر مربع bbox=[1066, 489, 1203, 519]
cell-addr: شهرستان ارومیه- جاده شهید کلانتری - جنب کارخانه آذر کاویان - اراضی روستای گویچه لوی تپه bbox=[1752, 980, 2227, 1018]
table-row bbox=[65, 549, 2274, 579]
table-row bbox=[65, 398, 2274, 429]
cell-use: مسکونی bbox=[957, 609, 1066, 640]
cell-type: مزایده bbox=[545, 489, 628, 519]
cell-area: مساحت عرصه ۲۲۵/۲۵ و مساحت اعیان ۸۷/۱۵ bbox=[1066, 723, 1203, 776]
cell-price: ۳۶/۳۹۶/۰۰۰/۰۰۰ ریال bbox=[628, 1018, 810, 1056]
cell-no: ۲۰۰۱۰۰۰۳۶۵۰۰۰۰۰۵۶ bbox=[381, 308, 545, 338]
table-row bbox=[65, 941, 2274, 980]
